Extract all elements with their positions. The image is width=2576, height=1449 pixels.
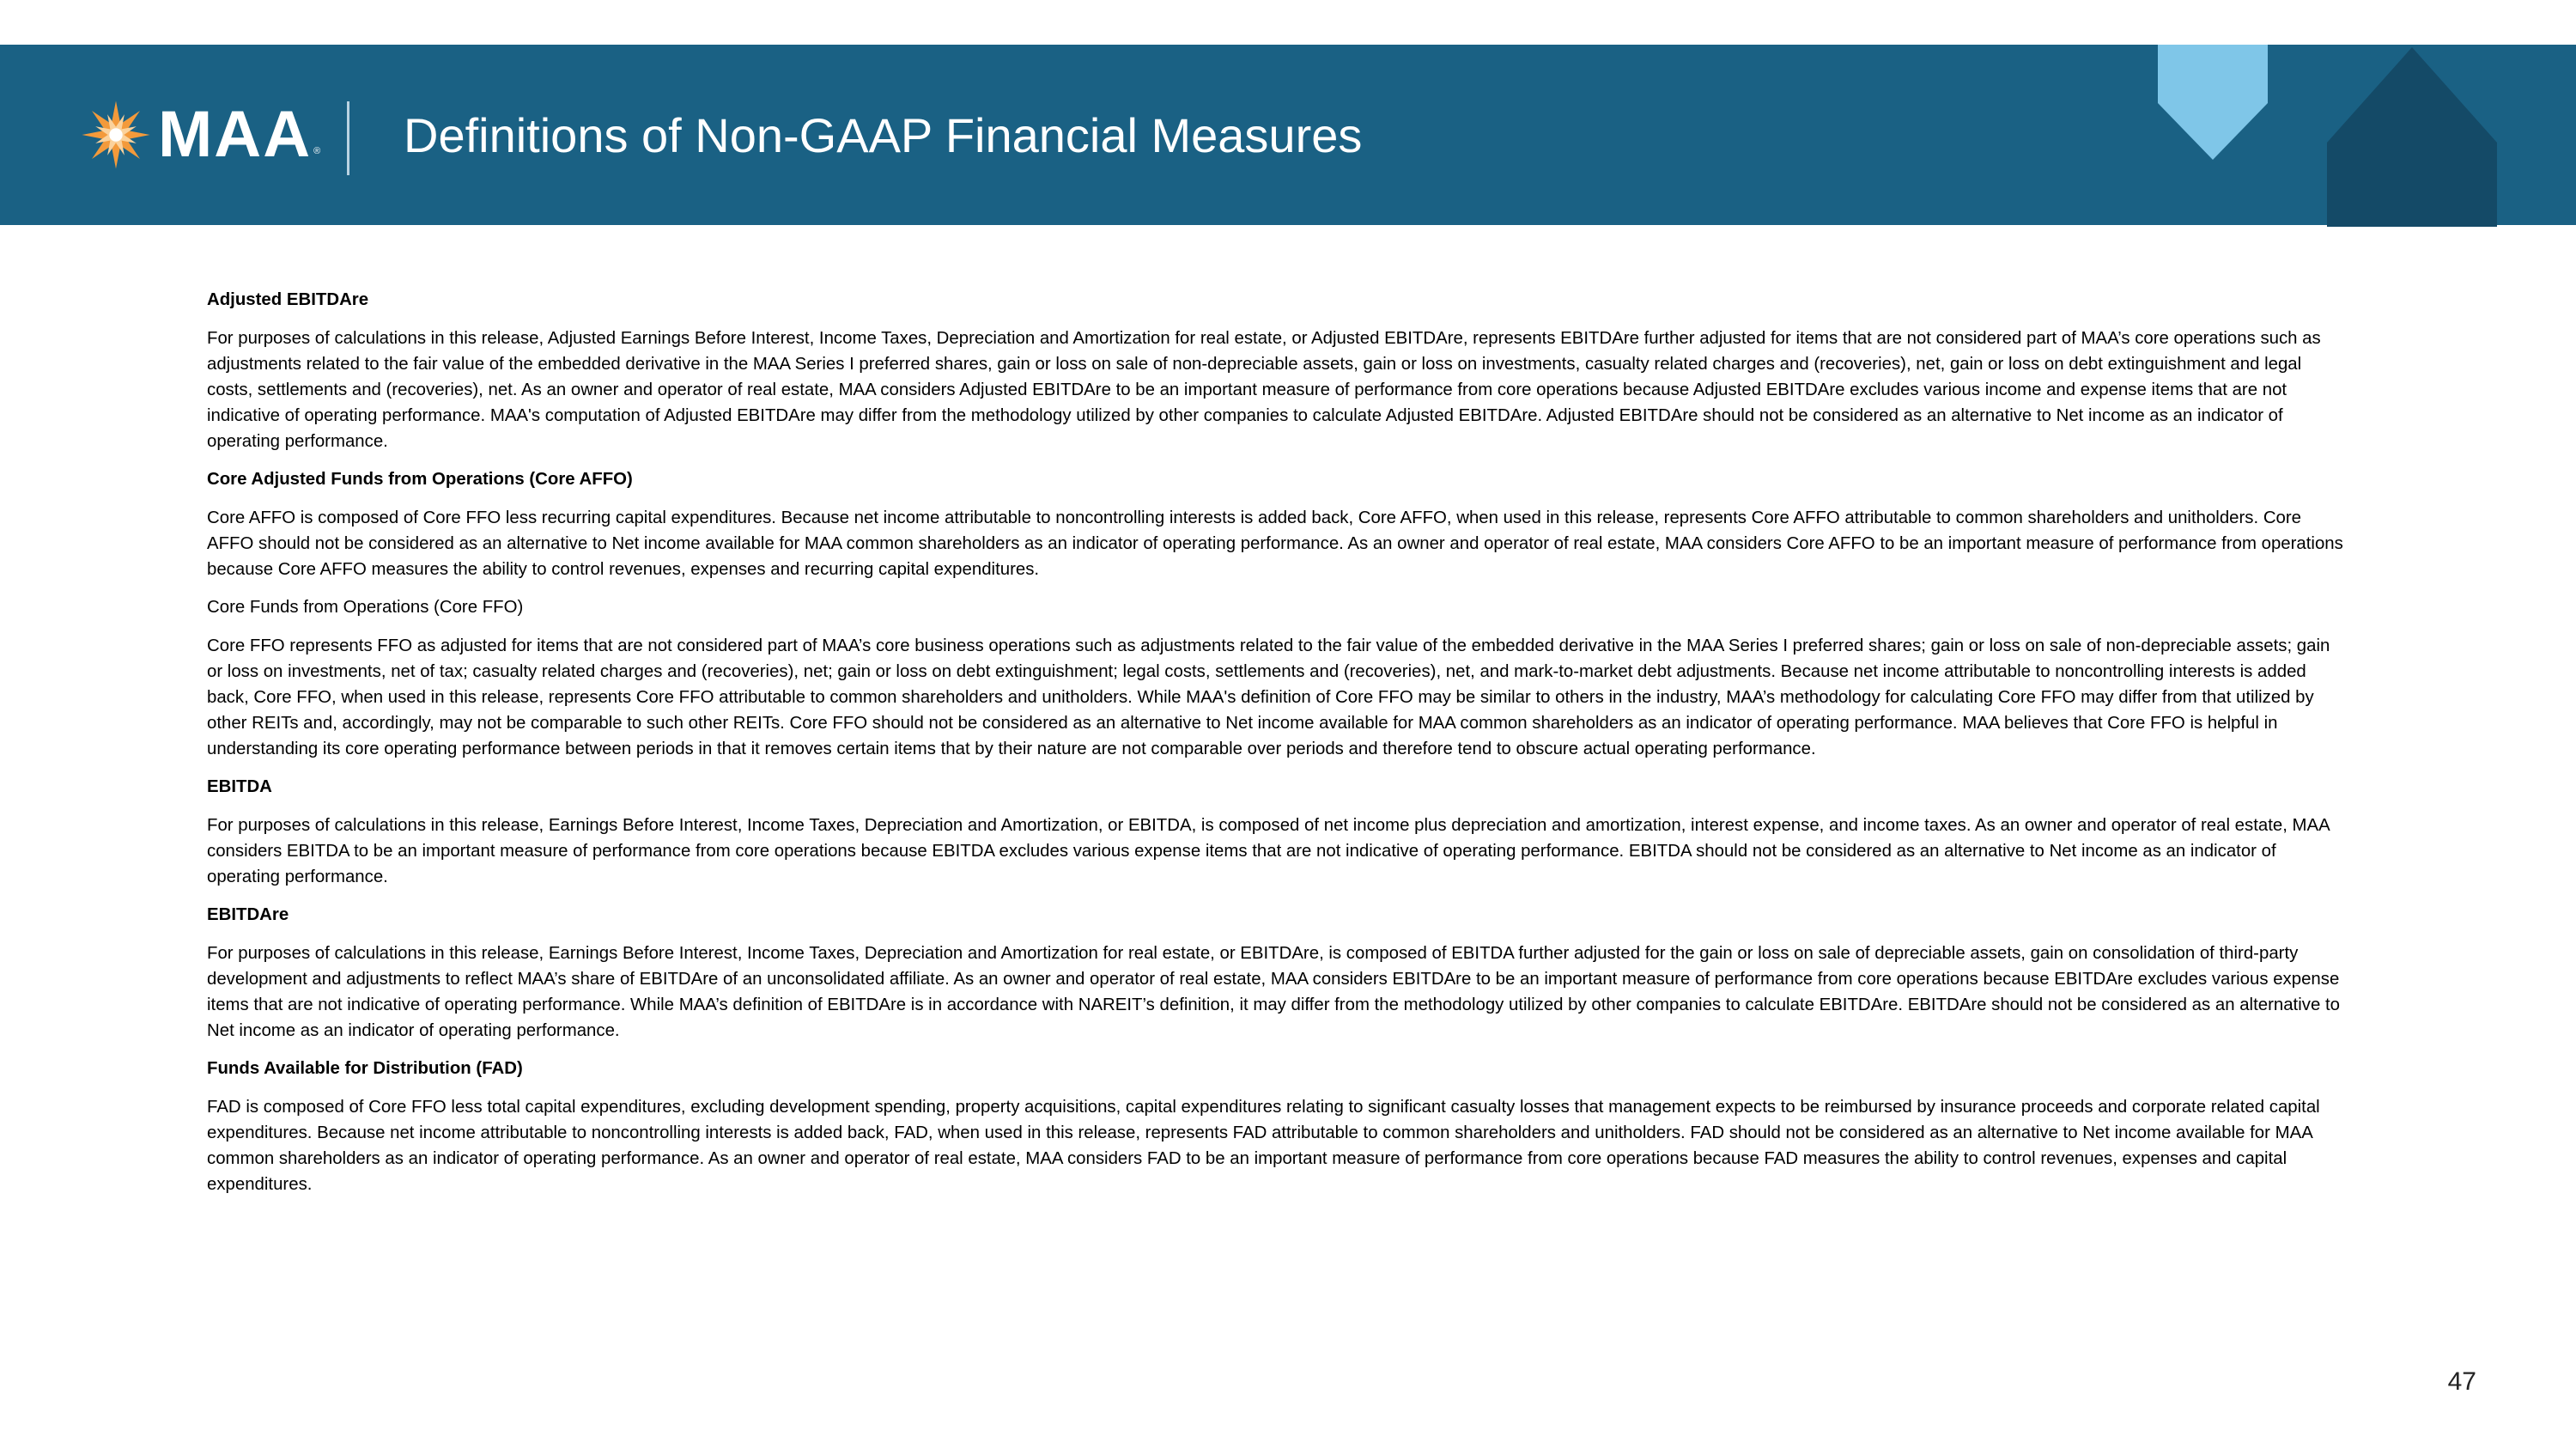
- section-body: Core FFO represents FFO as adjusted for items that are not considered part of MAA’s core business operations such as adjustments related to the fair value of the embedded derivative in the MAA Series I preferred shares; gain or loss on sale of non-depreciable assets; gain or loss on investments, net of tax; casualty related charges and (recoveries), net; gain or loss on debt extinguishment; legal costs, settlements and (recoveries), net, and mark-to-market debt adjustments. Because net income attributable to noncontrolling interests is added back, Core FFO, when used in this release, represents Core FFO attributable to common shareholders and unitholders. While MAA's definition of Core FFO may be similar to others in the industry, MAA’s methodology for calculating Core FFO may differ from that utilized by other REITs and, accordingly, may not be comparable to such other REITs. Core FFO should not be considered as an alternative to Net income available for MAA common shareholders as an indicator of operating performance. MAA believes that Core FFO is helpful in understanding its core operating performance between periods in that it removes certain items that by their nature are not comparable over periods and therefore tend to obscure actual operating performance.: [207, 636, 2330, 758]
- section-heading: Funds Available for Distribution (FAD): [207, 1059, 523, 1078]
- definition-section-ebitda: [207, 774, 2345, 890]
- page-number: 47: [2447, 1367, 2476, 1396]
- section-heading: Core Adjusted Funds from Operations (Core AFFO): [207, 470, 633, 489]
- page-title: Definitions of Non-GAAP Financial Measures: [404, 108, 1363, 162]
- definitions-content: [207, 287, 2345, 1209]
- definition-section-fad: [207, 1056, 2345, 1197]
- house-shape: [2327, 47, 2497, 227]
- section-body: For purposes of calculations in this release, Adjusted Earnings Before Interest, Income Taxes, Depreciation and Amortization for real estate, or Adjusted EBITDAre, represents EBITDAre further adjusted for items that are not considered part of MAA’s core operations such as adjustments related to the fair value of the embedded derivative in the MAA Series I preferred shares, gain or loss on sale of non-depreciable assets, gain or loss on investments, casualty related charges and (recoveries), net, gain or loss on debt extinguishment and legal costs, settlements and (recoveries), net. As an owner and operator of real estate, MAA considers Adjusted EBITDAre to be an important measure of performance from core operations because Adjusted EBITDAre excludes various income and expense items that are not indicative of operating performance. MAA's computation of Adjusted EBITDAre may differ from the methodology utilized by other companies to calculate Adjusted EBITDAre. Adjusted EBITDAre should not be considered as an alternative to Net income as an indicator of operating performance.: [207, 329, 2321, 451]
- maa-logo: [79, 96, 320, 174]
- section-heading: EBITDA: [207, 777, 272, 796]
- logo-registered-mark: ®: [313, 146, 321, 156]
- header-divider: [347, 101, 349, 175]
- maa-star-logo-icon: [79, 98, 153, 172]
- section-body: For purposes of calculations in this release, Earnings Before Interest, Income Taxes, Depreciation and Amortization for real estate, or EBITDAre, is composed of EBITDA further adjusted for the gain or loss on sale of depreciable assets, gain on consolidation of third-party development and adjustments to reflect MAA’s share of EBITDAre of an unconsolidated affiliate. As an owner and operator of real estate, MAA considers EBITDAre to be an important measure of performance from core operations because EBITDAre excludes various expense items that are not indicative of operating performance. While MAA’s definition of EBITDAre is in accordance with NAREIT’s definition, it may differ from the methodology utilized by other companies to calculate EBITDAre. EBITDAre should not be considered as an alternative to Net income as an indicator of operating performance.: [207, 944, 2340, 1040]
- chevron-down-shape: [2158, 45, 2268, 160]
- section-body: FAD is composed of Core FFO less total capital expenditures, excluding development spending, property acquisitions, capital expenditures relating to significant casualty losses that management expects to be reimbursed by insurance proceeds and corporate related capital expenditures. Because net income attributable to noncontrolling interests is added back, FAD, when used in this release, represents FAD attributable to common shareholders and unitholders. FAD should not be considered as an alternative to Net income available for MAA common shareholders as an indicator of operating performance. As an owner and operator of real estate, MAA considers FAD to be an important measure of performance from core operations because FAD measures the ability to control revenues, expenses and capital expenditures.: [207, 1098, 2320, 1194]
- logo-wordmark: MAA: [158, 98, 313, 171]
- section-heading: Adjusted EBITDAre: [207, 290, 369, 309]
- definition-section-core-ffo: [207, 594, 2345, 762]
- section-heading: EBITDAre: [207, 905, 289, 924]
- section-heading: Core Funds from Operations (Core FFO): [207, 598, 524, 617]
- definition-section-ebitdare: [207, 902, 2345, 1044]
- section-body: Core AFFO is composed of Core FFO less recurring capital expenditures. Because net income attributable to noncontrolling interests is added back, Core AFFO, when used in this release, represents Core AFFO attributable to common shareholders and unitholders. Core AFFO should not be considered as an alternative to Net income available for MAA common shareholders as an indicator of operating performance. As an owner and operator of real estate, MAA considers Core AFFO to be an important measure of performance from operations because Core AFFO measures the ability to control revenues, expenses and recurring capital expenditures.: [207, 508, 2343, 579]
- definition-section-core-affo: [207, 466, 2345, 582]
- definition-section-adjusted-ebitdare: [207, 287, 2345, 454]
- section-body: For purposes of calculations in this release, Earnings Before Interest, Income Taxes, Depreciation and Amortization, or EBITDA, is composed of net income plus depreciation and amortization, interest expense, and income taxes. As an owner and operator of real estate, MAA considers EBITDA to be an important measure of performance from core operations because EBITDA excludes various expense items that are not indicative of operating performance. EBITDA should not be considered as an alternative to Net income as an indicator of operating performance.: [207, 816, 2330, 886]
